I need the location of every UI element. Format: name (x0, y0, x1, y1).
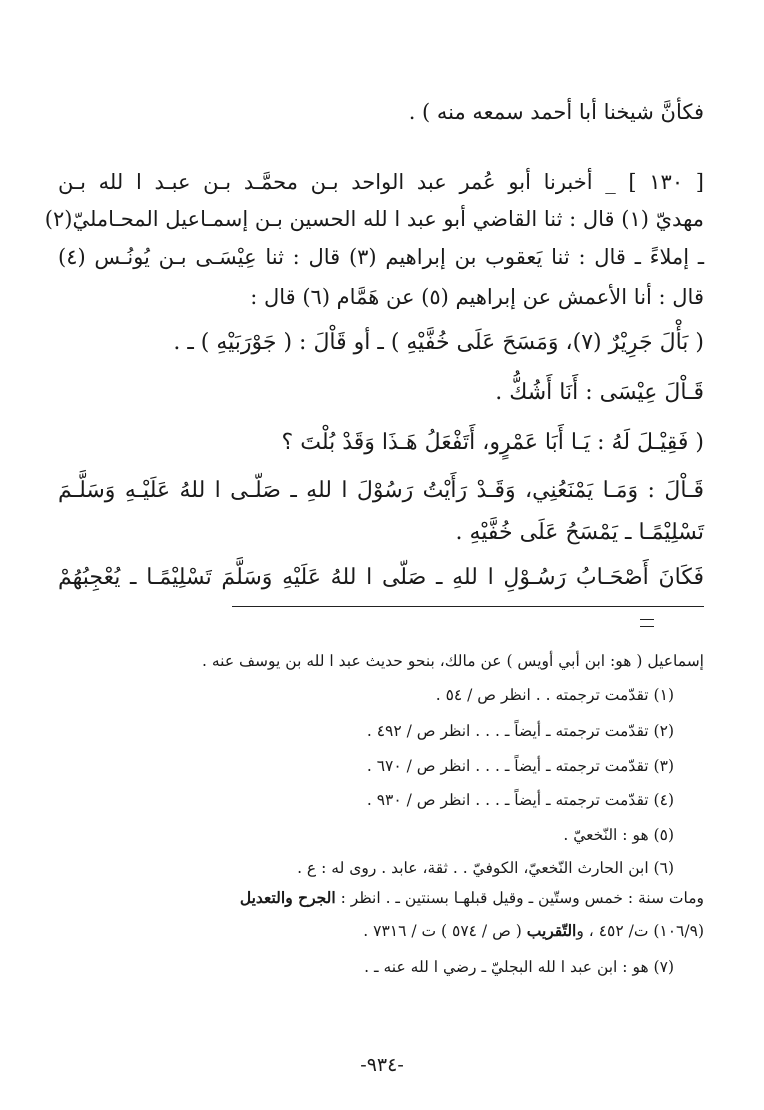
footnote-6-references (58, 922, 704, 941)
hadith-text-line-1: ( بَأْلَ جَرِيْرٌ (٧)، وَمَسَحَ عَلَى خُفَّيْهِ ) ـ أو قَاْلَ : ( جَوْرَبَيْهِ ) ـ . (173, 330, 704, 355)
hadith-130-line-1: [ ١٣٠ ] _ أخبرنا أبو عُمر عبد الواحد بـن محمَّـد بـن عبـد ا لله بـن (58, 170, 704, 194)
hadith-text-line-5: تَسْلِيْمًـا ـ يَمْسَحُ عَلَى خُفَّيْهِ . (455, 520, 704, 545)
footnote-6-ref-end: ( ص / ٥٧٤ ) ت / ٧٣١٦ . (363, 922, 527, 940)
reference-taqrib: التّقريب (526, 921, 577, 940)
main-text-line-1: فكأنَّ شيخنا أبا أحمد سمعه منه ) . (408, 100, 704, 124)
hadith-text-line-6: فَكَانَ أَصْحَـابُ رَسُـوْلِ ا للهِ ـ صَلّى ا للهُ عَلَيْهِ وَسَلَّمَ تَسْلِيْمًـا ـ يُعْجِبُهُمْ (58, 565, 704, 590)
hadith-text-line-4: قَـاْلَ : وَمَـا يَمْنَعُنِي، وَقَـدْ رَأَيْتُ رَسُوْلَ ا للهِ ـ صَلّـى ا للهُ عَلَيْـهِ وَسَلَّـمَ (58, 478, 704, 503)
footnote-4: (٤) تقدّمت ترجمته ـ أيضاً ـ . . . انظر ص / ٩٣٠ . (366, 791, 674, 809)
reference-jarh-wa-tadil: الجرح والتعديل (239, 888, 336, 907)
hadith-text-line-3: ( فَقِيْـلَ لَهُ : يَـا أَبَا عَمْرٍو، أَتَفْعَلُ هَـذَا وَقَدْ بُلْتَ ؟ (281, 430, 704, 455)
hadith-130-line-2: مهديّ (١) قال : ثنا القاضي أبو عبد ا لله الحسين بـن إسمـاعيل المحـامليّ(٢) (44, 207, 704, 231)
hadith-text-line-2: قَـاْلَ عِيْسَى : أَنَا أَشُكُّ . (495, 380, 704, 405)
footnote-carryover: إسماعيل ( هو: ابن أبي أويس ) عن مالك، بنحو حديث عبد ا لله بن يوسف عنه . (201, 652, 704, 670)
footnote-6-ref-start: (١٠٦/٩) ت/ ٤٥٢ ، و (576, 922, 704, 940)
hadith-130-line-4: قال : أنا الأعمش عن إبراهيم (٥) عن هَمَّام (٦) قال : (250, 285, 704, 309)
footnote-5: (٥) هو : النّخعيّ . (563, 826, 674, 844)
footnote-7: (٧) هو : ابن عبد ا لله البجليّ ـ رضي ا لله عنه ـ . (364, 958, 674, 976)
footnote-divider (232, 606, 704, 607)
footnote-6: (٦) ابن الحارث النّخعيّ، الكوفيّ . . ثقة، عابد . روى له : ع . (297, 859, 674, 877)
page-number: -٩٣٤- (360, 1054, 404, 1076)
footnote-6-death-text: ومات سنة : خمس وستّين ـ وقيل قبلهـا بسنتين ـ . انظر : (335, 889, 704, 907)
footnote-2: (٢) تقدّمت ترجمته ـ أيضاً ـ . . . انظر ص / ٤٩٢ . (366, 722, 674, 740)
continuation-mark (640, 619, 654, 627)
footnote-6-continued (58, 889, 704, 908)
footnote-1: (١) تقدّمت ترجمته . . انظر ص / ٥٤ . (435, 686, 674, 704)
footnote-3: (٣) تقدّمت ترجمته ـ أيضاً ـ . . . انظر ص / ٦٧٠ . (366, 757, 674, 775)
hadith-130-line-3: ـ إملاءً ـ قال : ثنا يَعقوب بن إبراهيم (٣) قال : ثنا عِيْسَـى بـن يُونُـس (٤) (58, 245, 704, 269)
